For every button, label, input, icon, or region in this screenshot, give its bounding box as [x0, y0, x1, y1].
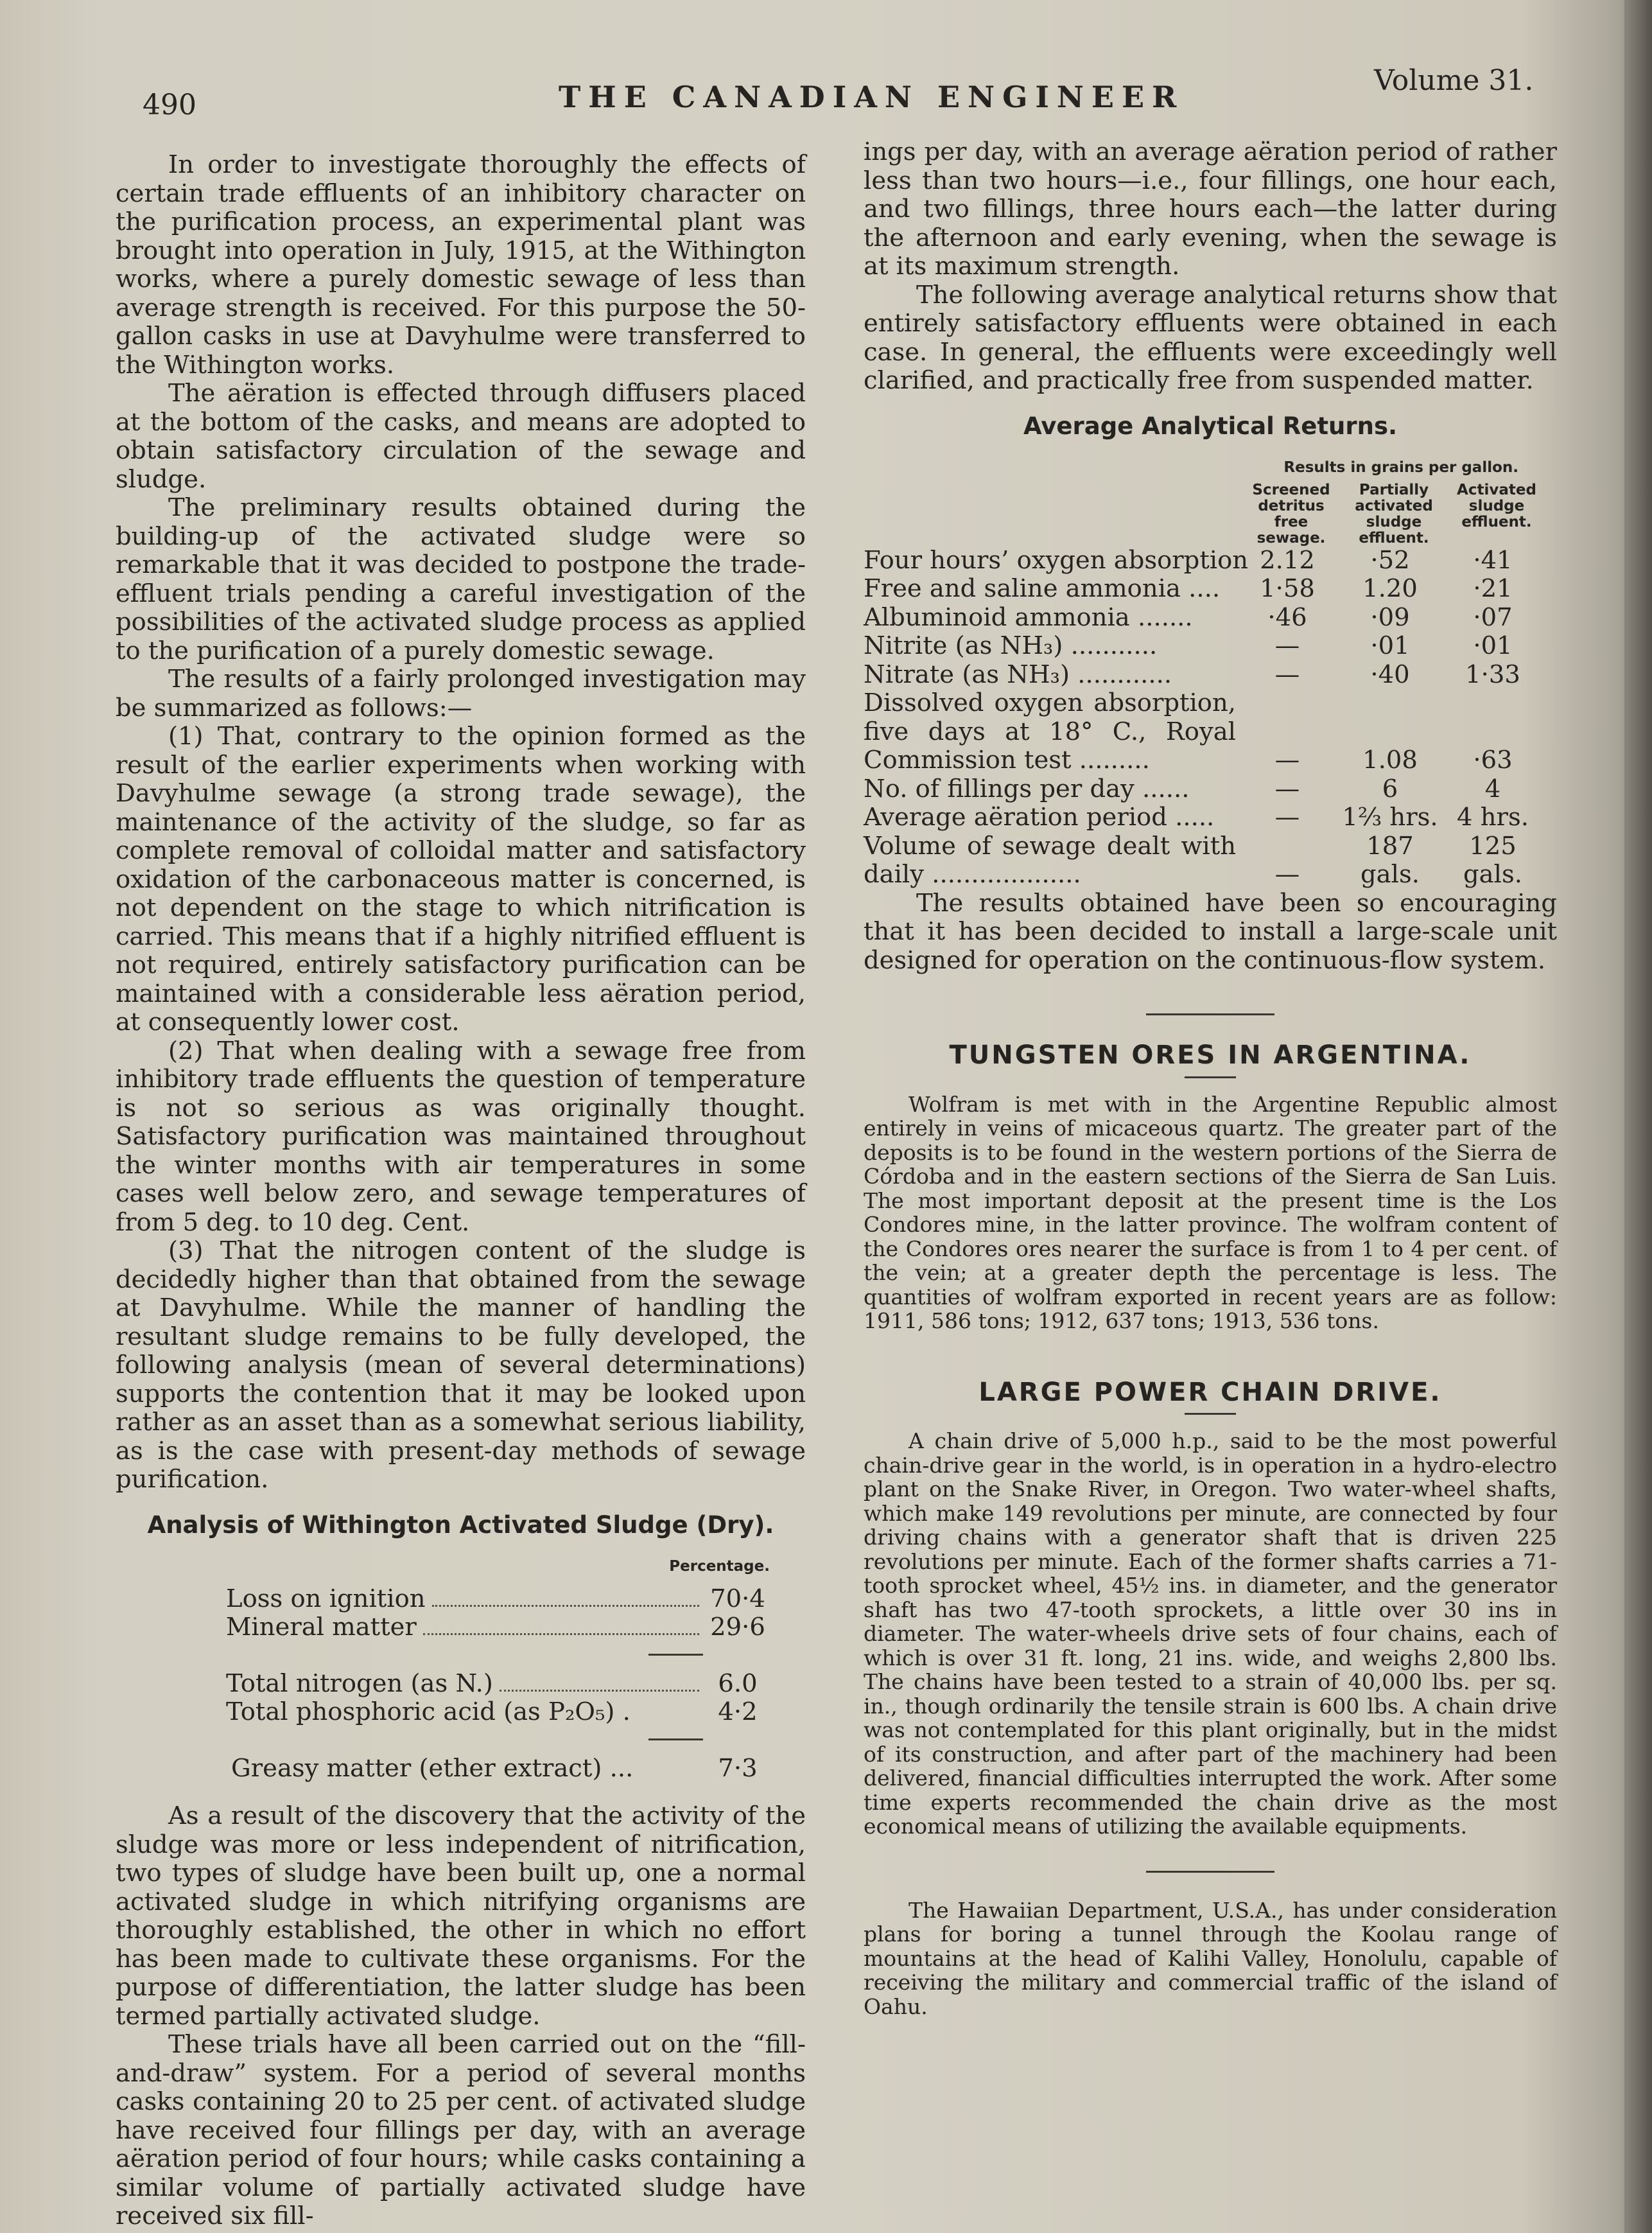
table-row: No. of fillings per day ...... — 6 4	[864, 774, 1501, 803]
volume-label: Volume 31.	[1374, 64, 1534, 97]
paragraph: ings per day, with an average aëration period of rather less than two hours—i.e., four fillings, one hour each, and two fillings, three hours each—the latter during the afternoon and early evening, when the sewage is at its maximum strength.	[864, 137, 1557, 281]
table-row: Total phosphoric acid (as P₂O₅) . 4·2	[226, 1697, 758, 1726]
title-rule	[1185, 1413, 1236, 1415]
tungsten-title: TUNGSTEN ORES IN ARGENTINA.	[949, 1040, 1472, 1070]
section-divider	[1146, 1871, 1274, 1873]
table-row: Dissolved oxygen absorption, five days at 18° C., Royal Commission test ......... — 1.08 ·63	[864, 688, 1513, 775]
hawaii-article	[864, 1898, 1557, 2019]
chain-article	[864, 1429, 1557, 1839]
tungsten-article	[864, 1092, 1557, 1333]
table-row: Nitrate (as NH₃) ............ — ·40 1·33	[864, 660, 1520, 689]
chain-title: LARGE POWER CHAIN DRIVE.	[978, 1377, 1442, 1407]
table-row: Volume of sewage dealt with daily ................... — 187 gals. 125 gals.	[864, 831, 1522, 889]
right-column	[864, 138, 1557, 2018]
table-row: Mineral matter 29·6	[226, 1613, 765, 1642]
paragraph: (2) That when dealing with a sewage free from inhibitory trade effluents the question of temperature is not so serious as was originally thought. Satisfactory purification was maintained throughout the winter months with air temperatures in some cases well below zero, and sewage temperatures of from 5 deg. to 10 deg. Cent.	[116, 1036, 806, 1237]
paragraph: The Hawaiian Department, U.S.A., has under consideration plans for boring a tunnel through the Koolau range of mountains at the head of Kalihi Valley, Honolulu, capable of receiving the military and commercial traffic of the island of Oahu.	[864, 1897, 1557, 2019]
returns-column-headers	[864, 482, 1557, 547]
returns-title: Average Analytical Returns.	[1023, 412, 1398, 440]
table-row: Albuminoid ammonia ....... ·46 ·09 ·07	[864, 602, 1513, 632]
column-header: Partially activated sludge effluent.	[1355, 481, 1433, 547]
paragraph: The preliminary results obtained during the building-up of the activated sludge were so remarkable that it was decided to postpone the trade-effluent trials pending a careful investigation of the possibilities of the activated sludge process as applied to the purification of a purely domestic sewage.	[116, 493, 806, 665]
table-row: Average aëration period ..... — 1⅔ hrs. 4 hrs.	[864, 803, 1529, 832]
section-divider	[1146, 1013, 1274, 1015]
journal-title: THE CANADIAN ENGINEER	[559, 80, 1185, 114]
page-header	[0, 64, 1652, 122]
binding-edge	[1624, 0, 1652, 2233]
returns-table	[864, 453, 1557, 889]
paragraph: In order to investigate thoroughly the effects of certain trade effluents of an inhibitory character on the purification process, an experimental plant was brought into operation in July, 1915, at the Withington works, where a purely domestic sewage of less than average strength is received. For this purpose the 50-gallon casks in use at Davyhulme were transferred to the Withington works.	[116, 150, 806, 380]
table-row: Loss on ignition 70·4	[226, 1584, 765, 1613]
paragraph: These trials have all been carried out on the “fill-and-draw” system. For a period of several months casks containing 20 to 25 per cent. of activated sludge have received four fillings per day, with an average aëration period of four hours; while casks containing a similar volume of partially activated sludge have received six fill-	[116, 2030, 806, 2230]
title-rule	[1185, 1076, 1236, 1078]
left-column	[116, 151, 806, 2231]
paragraph: Wolfram is met with in the Argentine Republic almost entirely in veins of micaceous quartz. The greater part of the deposits is to be found in the western portions of the Sierra de Córdoba and in the eastern sections of the Sierra de San Luis. The most important deposit at the present time is the Los Condores mine, in the latter province. The wolfram content of the Condores ores nearer the surface is from 1 to 4 per cent. of the vein; at a greater depth the percentage is less. The quantities of wolfram exported in recent years are as follow: 1911, 586 tons; 1912, 637 tons; 1913, 536 tons.	[864, 1091, 1557, 1333]
paragraph: A chain drive of 5,000 h.p., said to be the most powerful chain-drive gear in the world, is in operation in a hydro-electro plant on the Snake River, in Oregon. Two water-wheel shafts, which make 149 revolutions per minute, are connected by four driving chains with a generator shaft that is driven 225 revolutions per minute. Each of the former shafts carries a 71-tooth sprocket wheel, 45½ ins. in diameter, and the generator shaft has two 47-tooth sprockets, a little over 30 ins in diameter. The water-wheels drive sets of four chains, each of which is over 31 ft. long, 21 ins. wide, and weighs 2,800 lbs. The chains have been tested to a strain of 40,000 lbs. per sq. in., though ordinarily the tensile strain is 600 lbs. A chain drive was not contemplated for this plant originally, but in the midst of its construction, and after part of the machinery had been delivered, financial difficulties interrupted the work. After some time experts recommended the chain drive as the most economical means of utilizing the available equipments.	[864, 1428, 1557, 1839]
analysis-table	[116, 1552, 806, 1783]
paragraph: The results of a fairly prolonged investigation may be summarized as follows:—	[116, 665, 806, 722]
analysis-title: Analysis of Withington Activated Sludge (Dry).	[147, 1511, 774, 1539]
paragraph: The results obtained have been so encouraging that it has been decided to install a large-scale unit designed for operation on the continuous-flow system.	[864, 888, 1557, 975]
analysis-column-header: Percentage.	[669, 1558, 770, 1575]
table-row: Free and saline ammonia .... 1·58 1.20 ·21	[864, 574, 1513, 603]
table-rule	[648, 1738, 703, 1740]
returns-units-header: Results in grains per gallon.	[1283, 459, 1518, 476]
paragraph: The aëration is effected through diffusers placed at the bottom of the casks, and means are adopted to obtain satisfactory circulation of the sewage and sludge.	[116, 379, 806, 494]
table-row: Four hours’ oxygen absorption 2.12 ·52 ·41	[864, 545, 1513, 575]
column-header: Screened detritus free sewage.	[1252, 481, 1330, 547]
table-row: Nitrite (as NH₃) ........... — ·01 ·01	[864, 631, 1513, 660]
table-row: Total nitrogen (as N.) 6.0	[226, 1668, 758, 1698]
table-row: Greasy matter (ether extract) ... 7·3	[231, 1753, 758, 1783]
paragraph: The following average analytical returns show that entirely satisfactory effluents were obtained in each case. In general, the effluents were exceedingly well clarified, and practically free from suspended matter.	[864, 280, 1557, 395]
page-number: 490	[143, 89, 196, 121]
table-rule	[648, 1654, 703, 1656]
paragraph: (1) That, contrary to the opinion formed as the result of the earlier experiments when working with Davyhulme sewage (a strong trade sewage), the maintenance of the activity of the sludge, so far as complete removal of colloidal matter and satisfactory oxidation of the carbonaceous matter is concerned, is not dependent on the stage to which nitrification is carried. This means that if a highly nitrified effluent is not required, entirely satisfactory purification can be maintained with a considerable less aëration period, at consequently lower cost.	[116, 722, 806, 1037]
column-header: Activated sludge effluent.	[1457, 481, 1536, 530]
paragraph: As a result of the discovery that the activity of the sludge was more or less independent of nitrification, two types of sludge have been built up, one a normal activated sludge in which nitrifying organisms are thoroughly established, the other in which no effort has been made to cultivate these organisms. For the purpose of differentiation, the latter sludge has been termed partially activated sludge.	[116, 1801, 806, 2031]
paragraph: (3) That the nitrogen content of the sludge is decidedly higher than that obtained from the sewage at Davyhulme. While the manner of handling the resultant sludge remains to be fully developed, the following analysis (mean of several determinations) supports the contention that it may be looked upon rather as an asset than as a somewhat serious liability, as is the case with present-day methods of sewage purification.	[116, 1236, 806, 1494]
